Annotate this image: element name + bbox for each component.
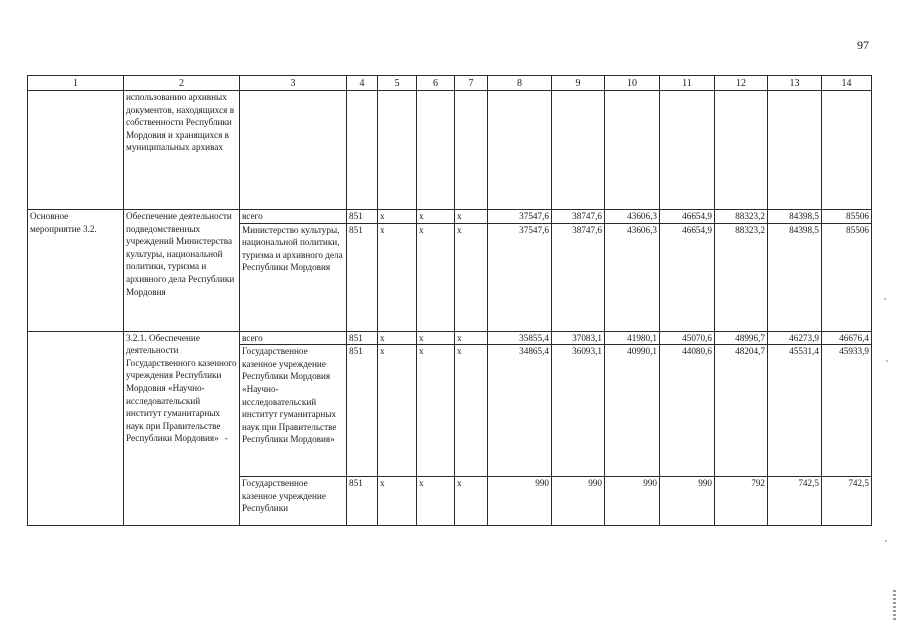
value-cell: 85506 <box>822 223 872 331</box>
header-cell: 6 <box>417 76 455 91</box>
event-description-text: 3.2.1. Обеспечение деятельности Государственного казенного учреждения Республики Мордовия «Научно-исследовательский институт гуманитарных наук при Правительстве Республики Мордовия» <box>126 332 237 444</box>
header-cell: 12 <box>715 76 768 91</box>
value-cell: 37083,1 <box>552 331 605 345</box>
header-cell: 1 <box>28 76 124 91</box>
table-cell <box>347 91 378 210</box>
table-row <box>28 331 872 345</box>
value-cell: х <box>417 331 455 345</box>
scan-speck <box>886 360 888 362</box>
executor-cell: Министерство культуры, национальной политики, туризма и архивного дела Республики Мордовия <box>240 223 347 331</box>
event-description-cell: Обеспечение деятельности подведомственных учреждений Министерства культуры, национальной политики, туризма и архивного дела Республики Мордовия <box>124 210 240 332</box>
value-cell: 85506 <box>822 210 872 224</box>
table-cell <box>552 91 605 210</box>
value-cell: 36093,1 <box>552 345 605 477</box>
header-cell: 14 <box>822 76 872 91</box>
value-cell: х <box>417 223 455 331</box>
value-cell: 88323,2 <box>715 210 768 224</box>
value-cell: 990 <box>552 477 605 526</box>
header-cell: 13 <box>768 76 822 91</box>
value-cell: 851 <box>347 345 378 477</box>
header-cell: 10 <box>605 76 660 91</box>
value-cell: 990 <box>660 477 715 526</box>
value-cell: х <box>455 345 488 477</box>
value-cell: 88323,2 <box>715 223 768 331</box>
value-cell: х <box>455 223 488 331</box>
value-cell: 43606,3 <box>605 223 660 331</box>
scan-mark-dash: - <box>224 433 228 444</box>
table-row <box>28 210 872 224</box>
value-cell: 41980,1 <box>605 331 660 345</box>
executor-cell: всего <box>240 210 347 224</box>
value-cell: 37547,6 <box>488 223 552 331</box>
page-number: 97 <box>857 38 869 52</box>
budget-table <box>27 75 872 526</box>
executor-cell: всего <box>240 331 347 345</box>
value-cell: 38747,6 <box>552 210 605 224</box>
value-cell: 43606,3 <box>605 210 660 224</box>
value-cell: х <box>417 210 455 224</box>
event-number-cell: Основное мероприятие 3.2. <box>28 210 124 332</box>
value-cell: 37547,6 <box>488 210 552 224</box>
value-cell: 742,5 <box>768 477 822 526</box>
value-cell: 990 <box>488 477 552 526</box>
header-cell: 4 <box>347 76 378 91</box>
value-cell: х <box>417 345 455 477</box>
table-cell <box>28 91 124 210</box>
table-cell <box>378 91 417 210</box>
value-cell: 990 <box>605 477 660 526</box>
value-cell: 851 <box>347 210 378 224</box>
value-cell: х <box>455 477 488 526</box>
header-cell: 11 <box>660 76 715 91</box>
header-row <box>28 76 872 91</box>
table-cell <box>768 91 822 210</box>
value-cell: 742,5 <box>822 477 872 526</box>
value-cell: х <box>378 331 417 345</box>
table-cell <box>417 91 455 210</box>
table-cell <box>605 91 660 210</box>
scan-speck <box>885 540 887 542</box>
header-cell: 9 <box>552 76 605 91</box>
header-cell: 5 <box>378 76 417 91</box>
table-cell <box>455 91 488 210</box>
event-number-cell <box>28 331 124 526</box>
event-description-cell: использованию архивных документов, находящихся в собственности Республики Мордовия и хранящихся в муниципальных архивах <box>124 91 240 210</box>
table-cell <box>822 91 872 210</box>
value-cell: х <box>455 331 488 345</box>
executor-cell: Государственное казенное учреждение Республики Мордовия «Научно-исследовательский институт гуманитарных наук при Правительстве Республики Мордовия» <box>240 345 347 477</box>
header-cell: 2 <box>124 76 240 91</box>
value-cell: 45933,9 <box>822 345 872 477</box>
table-cell <box>240 91 347 210</box>
value-cell: 851 <box>347 331 378 345</box>
value-cell: 40990,1 <box>605 345 660 477</box>
value-cell: 792 <box>715 477 768 526</box>
header-cell: 7 <box>455 76 488 91</box>
value-cell: 34865,4 <box>488 345 552 477</box>
table-cell <box>488 91 552 210</box>
value-cell: 45070,6 <box>660 331 715 345</box>
header-cell: 8 <box>488 76 552 91</box>
value-cell: х <box>417 477 455 526</box>
value-cell: х <box>378 223 417 331</box>
value-cell: 48996,7 <box>715 331 768 345</box>
scan-speck <box>884 298 886 300</box>
value-cell: 84398,5 <box>768 223 822 331</box>
scan-edge-mark <box>893 590 896 620</box>
value-cell: 84398,5 <box>768 210 822 224</box>
value-cell: 851 <box>347 477 378 526</box>
table-row <box>28 91 872 210</box>
value-cell: 46654,9 <box>660 223 715 331</box>
value-cell: 35855,4 <box>488 331 552 345</box>
event-description-cell <box>124 331 240 526</box>
value-cell: 851 <box>347 223 378 331</box>
value-cell: х <box>455 210 488 224</box>
value-cell: х <box>378 345 417 477</box>
value-cell: 46654,9 <box>660 210 715 224</box>
table-cell <box>715 91 768 210</box>
value-cell: 45531,4 <box>768 345 822 477</box>
value-cell: 46676,4 <box>822 331 872 345</box>
value-cell: 46273,9 <box>768 331 822 345</box>
header-cell: 3 <box>240 76 347 91</box>
executor-cell: Государственное казенное учреждение Республики <box>240 477 347 526</box>
value-cell: 48204,7 <box>715 345 768 477</box>
table-cell <box>660 91 715 210</box>
value-cell: х <box>378 477 417 526</box>
value-cell: 38747,6 <box>552 223 605 331</box>
value-cell: х <box>378 210 417 224</box>
value-cell: 44080,6 <box>660 345 715 477</box>
